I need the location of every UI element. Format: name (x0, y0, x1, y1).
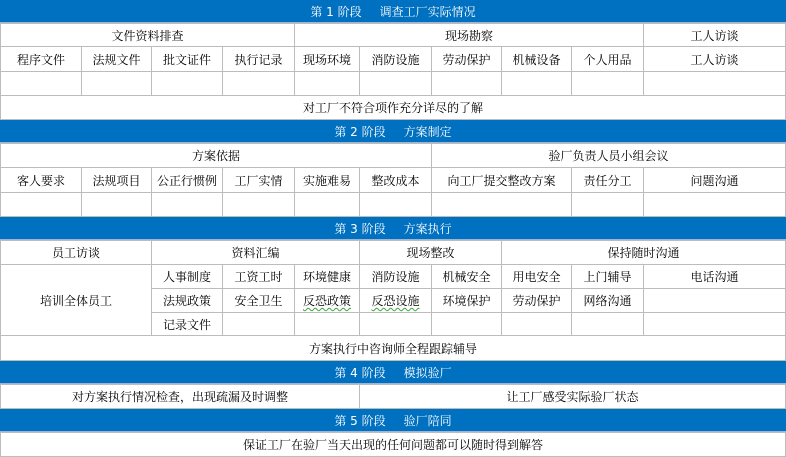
stage-5-header (0, 409, 786, 432)
empty-cell (643, 312, 786, 336)
s3-item: 电话沟通 (643, 264, 786, 289)
empty-cell (151, 71, 223, 96)
empty-cell (359, 71, 432, 96)
stage-2-title: 方案制定 (403, 124, 452, 139)
stage-4-number: 第 4 阶段 (334, 365, 386, 380)
s3-item: 工资工时 (222, 264, 295, 289)
stage-4-header (0, 361, 786, 384)
s2-item: 工厂实情 (222, 167, 295, 193)
s3-item-text: 反恐设施 (371, 294, 420, 308)
s2-item: 实施难易 (294, 167, 360, 193)
s3-item: 机械安全 (431, 264, 502, 289)
empty-cell (431, 312, 502, 336)
empty-cell (571, 312, 644, 336)
s5-summary: 保证工厂在验厂当天出现的任何问题都可以随时得到解答 (0, 432, 786, 457)
empty-cell (0, 192, 82, 217)
s3-group-interview: 员工访谈 (0, 240, 152, 265)
stage-1-header (0, 0, 786, 23)
s1-item: 机械设备 (501, 46, 572, 72)
s2-group-basis: 方案依据 (0, 143, 432, 168)
s3-item: 环境健康 (294, 264, 360, 289)
empty-cell (571, 192, 644, 217)
empty-cell (431, 71, 502, 96)
empty-cell (501, 71, 572, 96)
s2-item: 公正行惯例 (151, 167, 223, 193)
s4-check: 对方案执行情况检查，出现疏漏及时调整 (0, 384, 360, 409)
s3-item: 法规政策 (151, 288, 223, 313)
empty-cell (643, 192, 786, 217)
s3-item: 人事制度 (151, 264, 223, 289)
s3-item (294, 288, 360, 313)
s3-summary: 方案执行中咨询师全程跟踪辅导 (0, 335, 786, 361)
empty-cell (643, 288, 786, 313)
stage-3-number: 第 3 阶段 (334, 221, 386, 236)
s3-item-text: 反恐政策 (302, 294, 351, 308)
empty-cell (501, 312, 572, 336)
empty-cell (431, 192, 572, 217)
s1-group-interview: 工人访谈 (643, 23, 786, 47)
empty-cell (222, 71, 295, 96)
s1-item: 执行记录 (222, 46, 295, 72)
s2-item: 整改成本 (359, 167, 432, 193)
s3-item (359, 288, 432, 313)
s1-item: 消防设施 (359, 46, 432, 72)
s1-item: 个人用品 (571, 46, 644, 72)
s3-group-docs: 资料汇编 (151, 240, 360, 265)
s1-item: 劳动保护 (431, 46, 502, 72)
empty-cell (571, 71, 644, 96)
s3-group-rectify: 现场整改 (359, 240, 502, 265)
s1-group-docs: 文件资料排查 (0, 23, 295, 47)
s3-item: 用电安全 (501, 264, 572, 289)
empty-cell (222, 312, 295, 336)
s3-item: 劳动保护 (501, 288, 572, 313)
stage-5-title: 验厂陪同 (403, 413, 452, 428)
stage-1-title: 调查工厂实际情况 (379, 4, 476, 19)
stage-3-header (0, 217, 786, 240)
empty-cell (294, 71, 360, 96)
empty-cell (0, 71, 82, 96)
s2-item: 责任分工 (571, 167, 644, 193)
empty-cell (81, 192, 152, 217)
s3-group-communicate: 保持随时沟通 (501, 240, 786, 265)
s3-item: 消防设施 (359, 264, 432, 289)
empty-cell (151, 192, 223, 217)
stage-2-header (0, 120, 786, 143)
empty-cell (359, 312, 432, 336)
empty-cell (81, 71, 152, 96)
stage-4-title: 模拟验厂 (403, 365, 452, 380)
empty-cell (294, 312, 360, 336)
s1-item: 现场环境 (294, 46, 360, 72)
s1-item: 批文证件 (151, 46, 223, 72)
s4-experience: 让工厂感受实际验厂状态 (359, 384, 786, 409)
s1-item: 法规文件 (81, 46, 152, 72)
s1-item: 程序文件 (0, 46, 82, 72)
empty-cell (222, 192, 295, 217)
stage-5-number: 第 5 阶段 (334, 413, 386, 428)
s3-item: 安全卫生 (222, 288, 295, 313)
s3-item: 环境保护 (431, 288, 502, 313)
s3-item: 记录文件 (151, 312, 223, 336)
s1-summary: 对工厂不符合项作充分详尽的了解 (0, 95, 786, 120)
stage-3-title: 方案执行 (403, 221, 452, 236)
s2-item: 法规项目 (81, 167, 152, 193)
empty-cell (643, 71, 786, 96)
s2-item: 客人要求 (0, 167, 82, 193)
s2-group-meeting: 验厂负责人员小组会议 (431, 143, 786, 168)
empty-cell (294, 192, 360, 217)
stage-1-number: 第 1 阶段 (310, 4, 362, 19)
stage-2-number: 第 2 阶段 (334, 124, 386, 139)
empty-cell (359, 192, 432, 217)
s1-item: 工人访谈 (643, 46, 786, 72)
s2-item: 问题沟通 (643, 167, 786, 193)
s1-group-site: 现场勘察 (294, 23, 644, 47)
s3-item: 上门辅导 (571, 264, 644, 289)
s2-item: 向工厂提交整改方案 (431, 167, 572, 193)
s3-training: 培训全体员工 (0, 264, 152, 336)
s3-item: 网络沟通 (571, 288, 644, 313)
